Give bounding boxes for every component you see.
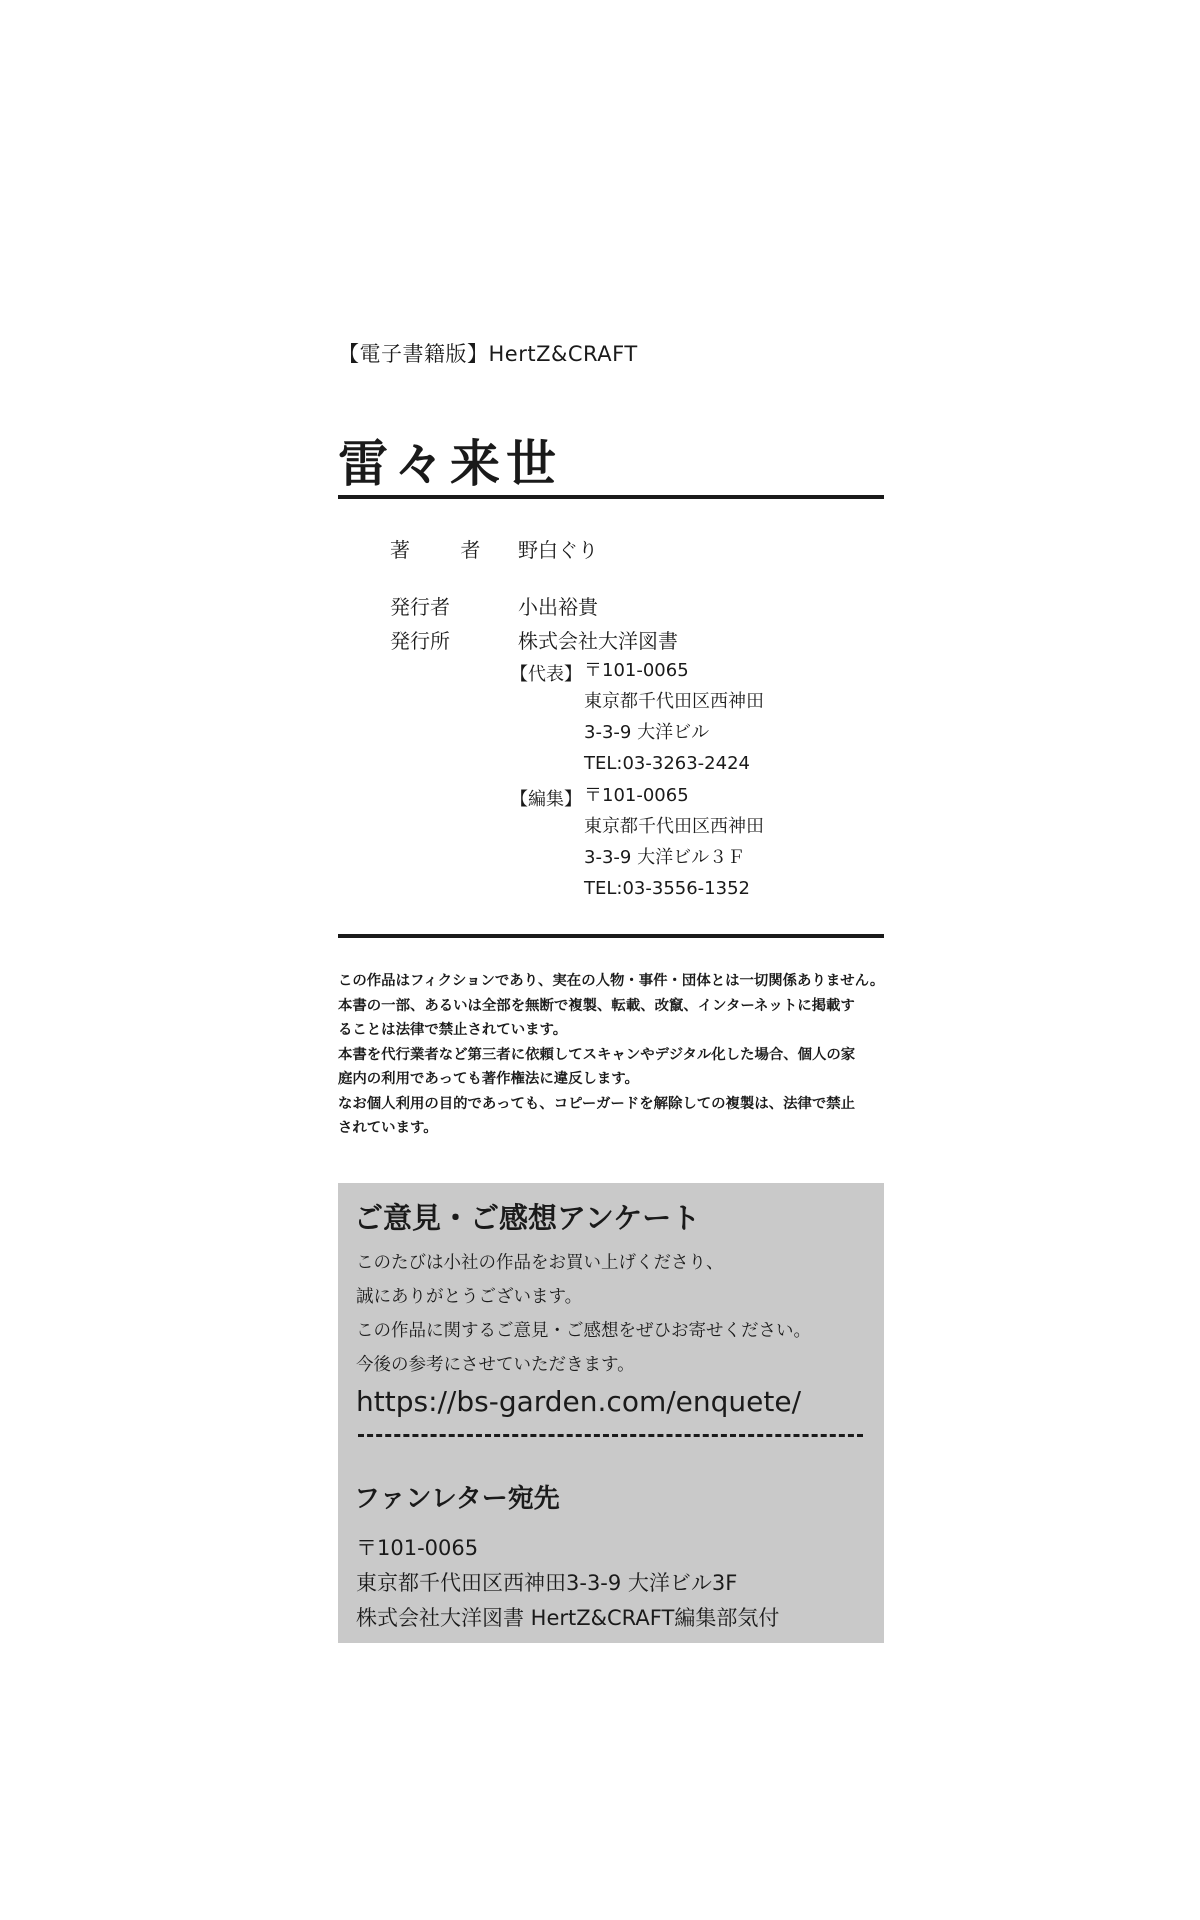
enquete-line: 今後の参考にさせていただきます。: [356, 1355, 635, 1375]
notice-divider: [338, 934, 884, 938]
publisher-person-name: 小出裕貴: [518, 595, 598, 619]
title-divider: [338, 495, 884, 499]
enquete-heading: ご意見・ご感想アンケート: [354, 1201, 701, 1235]
address-main-label: 【代表】: [510, 664, 582, 685]
enquete-line: 誠にありがとうございます。: [356, 1287, 583, 1307]
address-edit-line: 3-3-9 大洋ビル３Ｆ: [584, 847, 746, 868]
address-edit-line: 東京都千代田区西神田: [584, 816, 764, 837]
fan-letter-heading: ファンレター宛先: [354, 1484, 560, 1514]
author-name: 野白ぐり: [518, 538, 598, 562]
notice-line: されています。: [338, 1120, 438, 1136]
address-main-phone: TEL:03-3263-2424: [584, 753, 750, 774]
series-label: 【電子書籍版】HertZ&CRAFT: [338, 342, 638, 366]
fan-letter-line: 株式会社大洋図書 HertZ&CRAFT編集部気付: [356, 1606, 780, 1630]
enquete-line: この作品に関するご意見・ご感想をぜひお寄せください。: [356, 1321, 811, 1341]
notice-line: この作品はフィクションであり、実在の人物・事件・団体とは一切関係ありません。: [338, 973, 885, 989]
publisher-person-label: 発行者: [390, 595, 450, 619]
legal-notice: [338, 969, 890, 1141]
author-label: 著 者: [390, 538, 503, 562]
address-main-line: 東京都千代田区西神田: [584, 691, 764, 712]
fan-letter-line: 〒101-0065: [356, 1536, 479, 1560]
address-edit-line: 〒101-0065: [584, 785, 689, 806]
book-title: 雷々来世: [338, 435, 562, 493]
notice-line: ることは法律で禁止されています。: [338, 1022, 568, 1038]
fan-letter-address: [356, 1531, 779, 1636]
address-edit-phone: TEL:03-3556-1352: [584, 878, 750, 899]
notice-line: 本書の一部、あるいは全部を無断で複製、転載、改竄、インターネットに掲載す: [338, 997, 855, 1014]
address-main-line: 〒101-0065: [584, 660, 689, 681]
notice-line: 庭内の利用であっても著作権法に違反します。: [338, 1071, 639, 1087]
publisher-name: 株式会社大洋図書: [518, 629, 678, 653]
publisher-label: 発行所: [390, 629, 450, 653]
enquete-box: [338, 1183, 884, 1643]
fan-letter-line: 東京都千代田区西神田3-3-9 大洋ビル3F: [356, 1571, 738, 1595]
address-edit-label: 【編集】: [510, 789, 582, 810]
enquete-line: このたびは小社の作品をお買い上げくださり、: [356, 1253, 724, 1273]
notice-line: なお個人利用の目的であっても、コピーガードを解除しての複製は、法律で禁止: [338, 1095, 856, 1112]
enquete-url-link[interactable]: https://bs-garden.com/enquete/: [356, 1385, 802, 1418]
notice-line: 本書を代行業者など第三者に依頼してスキャンやデジタル化した場合、個人の家: [338, 1046, 856, 1063]
address-main-line: 3-3-9 大洋ビル: [584, 722, 710, 743]
dashed-divider: [358, 1434, 863, 1437]
enquete-message: [356, 1246, 811, 1382]
